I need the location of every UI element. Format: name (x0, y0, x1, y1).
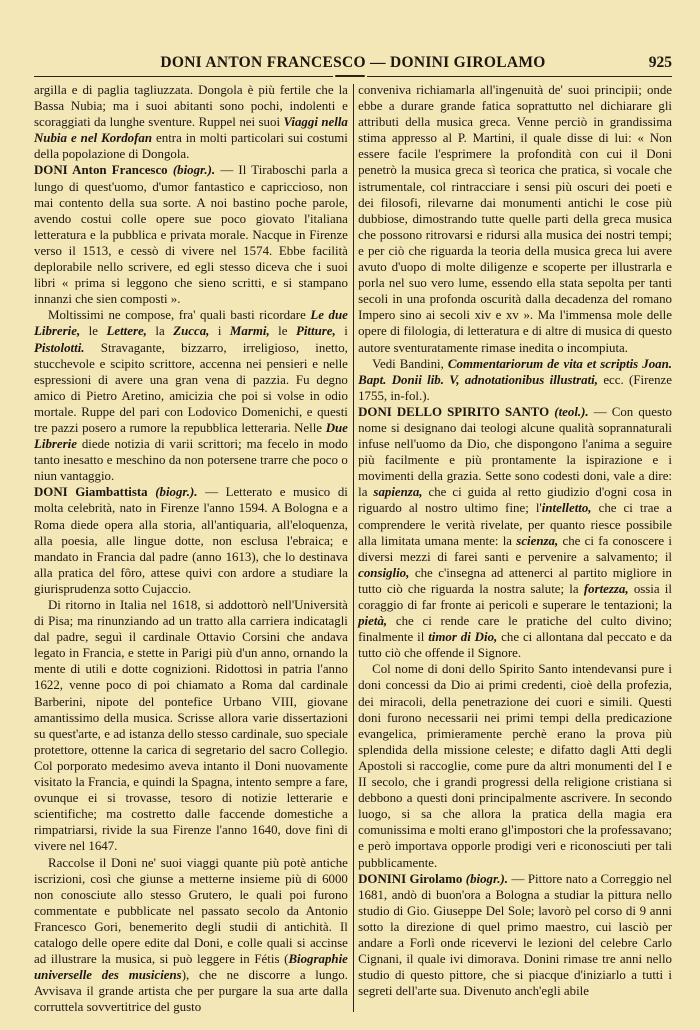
entry-headword: DONI Anton Francesco (34, 163, 168, 178)
gift-term: scienza, (516, 533, 559, 548)
text: Vedi Bandini, (372, 356, 444, 371)
text: che ci allontana dal peccato e da tutto ciò che offende il Signore. (358, 630, 672, 661)
entry-doni-spirito-santo (358, 404, 672, 662)
work-title: Commentariorum de vita et scriptis Joan. Bapt. Donii lib. V, adnotationibus illustrati, (358, 356, 672, 387)
text: i (344, 324, 348, 339)
entry-tag: (teol.). (554, 404, 589, 419)
text: che c'insegna ad attenerci al partito migliore in tutto ciò che riguarda la nostra salute; la (358, 565, 672, 596)
gift-term: timor di Dio, (428, 630, 498, 645)
work-title: Pistolotti. (34, 340, 85, 355)
entry-donini-girolamo (358, 871, 672, 1000)
work-title: Pitture, (295, 324, 336, 339)
text-columns (34, 82, 672, 1016)
gift-term: consiglio, (358, 565, 410, 580)
text: ossia il coraggio di far fronte ai pericoli e superare le tentazioni; la (358, 581, 672, 612)
text: le (88, 324, 98, 339)
right-column (358, 82, 672, 1016)
text: — Il Tiraboschi parla a lungo di quest'uomo, d'umor fantastico e capriccioso, non mai contento della sua sorte. A noi bastino poche parole, avendo costui colle opere sue poco giovato l'italiana letteratura e la pubblica e privata morale. Nacque in Firenze verso il 1513, e cessò di vivere nel 1574. Ebbe facilità deplorabile nello scrivere, ed egli stesso diceva che i suoi libri « prima si leggono che sieno scritti, e si stampano innanzi che sien composti ». (34, 163, 348, 307)
text: che ci trae a comprendere le verità rivelate, per quanto riesce possibile alla limitata umana mente: la (358, 501, 672, 548)
text: ecc. (Firenze 1755, in-fol.). (358, 372, 672, 403)
text: — Con questo nome si designano dai teologi alcune qualità soprannaturali infuse nell'uomo da Dio, che dispongono l'anima a seguire più facilmente e più prontamente la ispirazione e i movimenti della grazia. Sette sono codesti doni, vale a dire: la (358, 404, 672, 500)
text: che ci fa conoscere i diversi mezzi di farei santi e pervenire a salvamento; il (358, 533, 672, 564)
entry-tag: (biogr.). (465, 871, 509, 886)
entry-headword: DONI DELLO SPIRITO SANTO (358, 404, 550, 419)
gift-term: sapienza, (373, 485, 423, 500)
text: le (278, 324, 288, 339)
text: Col nome di doni dello Spirito Santo intendevansi pure i doni concessi da Dio ai primi credenti, cioè della profezia, dei miracoli, della penetrazione dei cuori e simili. Questi doni furono necessarii nei primi tempi della predicazione evangelica, primieramente perchè erano la prova più splendida della missione celeste; e difatto dagli Atti degli Apostoli si raccoglie, come pure da altri monumenti del I e II secolo, che i grandi progressi della religione cristiana si debbono a questi doni principalmente ascrivere. In secondo luogo, si sa che allora la pratica della magia era comunissima e molti erano gl'impostori che la professavano; e però importava opporle prodigi veri e riconosciuti per tali pubblicamente. (358, 662, 672, 870)
text: che ci guida al retto giudizio d'ogni cosa in riguardo al nostro ultimo fine; l' (358, 485, 673, 516)
paragraph-reference (358, 356, 672, 404)
text: diede notizia di varii scrittori; ma fecelo in modo tanto inesatto e meschino da non potersene trarre che poco o niun vantaggio. (34, 437, 348, 484)
paragraph-early-gifts (358, 661, 672, 870)
text: — Letterato e musico di molta celebrità, nato in Firenze l'anno 1594. A Bologna e a Roma diede opera alla storia, all'antiquaria, all'eloquenza, alla poesia, alle lingue dotte, non esclusa l'ebraica; e mandato in Francia dal padre (anno 1613), che lo destinava alla pratica del fôro, attese quivi con ardore a studiare la giurisprudenza sotto Cujaccio. (34, 485, 348, 596)
entry-headword: DONI Giambattista (34, 485, 148, 500)
paragraph-dongola (34, 82, 348, 162)
work-title: Le due Librerie, (34, 308, 348, 339)
work-title: Viaggi nella Nubia e nel Kordofan (34, 115, 348, 146)
gift-term: fortezza, (583, 581, 629, 596)
gift-term: intelletto, (541, 501, 592, 516)
rule-ornament (333, 72, 367, 80)
work-title: Due Librerie (34, 420, 348, 452)
page-number: 925 (648, 54, 672, 71)
running-head: DONI ANTON FRANCESCO — DONINI GIROLAMO (160, 54, 546, 71)
text: argilla e di paglia tagliuzzata. Dongola è più fertile che la Bassa Nubia; ma i suoi abitanti sono pochi, indolenti e scoraggiati da lunghe sventure. Ruppel nei suoi (34, 83, 348, 130)
entry-tag: (biogr.). (172, 163, 216, 178)
text: i (217, 324, 222, 339)
paragraph-return-italy (34, 597, 348, 855)
work-title: Lettere, (106, 324, 147, 339)
text: Moltissimi ne compose, fra' quali basti ricordare (48, 308, 306, 323)
column-divider (353, 84, 354, 1012)
paragraph-works (34, 307, 348, 484)
text: Stravagante, bizzarro, irreligioso, inetto, stucchevole e scipito scrittore, accenna nei pensieri e nelle espressioni di avere una gran vena di pazzia. Fu degno amico di Pietro Aretino, amicizia che poi si volse in odio mortale. Ruppe del pari con Lodovico Domenichi, e questi tre pazzi posero a rumore la repubblica letteraria. Nelle (34, 340, 348, 435)
entry-doni-anton-francesco (34, 162, 348, 307)
work-title: Marmi, (229, 324, 270, 339)
gift-term: pietà, (358, 614, 388, 629)
left-column (34, 82, 348, 1016)
text: Raccolse il Doni ne' suoi viaggi quante più potè antiche iscrizioni, così che giunse a metterne insieme più di 6000 non conosciute allo stesso Grutero, le quali poi furono commentate e pubblicate nel passato secolo da Antonio Francesco Gori, benemerito degli studii di antichità. Il catalogo delle opere edite dal Doni, e colle quali si accinse ad illustrare la musica, si può leggere in Fétis ( (34, 855, 348, 967)
text: ), che ne discorre a lungo. Avvisava il grande artista che per purgare la sua arte dalla corruttela sovvertitrice del gusto (34, 968, 348, 1015)
entry-headword: DONINI Girolamo (358, 871, 463, 886)
paragraph-greek-music (358, 82, 672, 356)
work-title: Biographie universelle des musiciens (34, 952, 348, 983)
entry-tag: (biogr.). (155, 485, 198, 500)
entry-doni-giambattista (34, 484, 348, 597)
text: Di ritorno in Italia nel 1618, si addottorò nell'Università di Pisa; ma rinunziando ad un tratto alla carriera indicatagli dal padre, seguì il cardinale Ottavio Corsini che andava legato in Francia, e stette in Parigi più d'un anno, ornando la mente di utili e dotte cognizioni. Ridottosi in patria l'anno 1622, venne poco di poi chiamato a Roma dal cardinale Barberini, nipote del pontefice Urbano VIII, giovane amantissimo della musica. Scrisse allora varie dissertazioni su quest'arte, e ad istanza dello stesso cardinale, suo speciale protettore, ottenne la carica di segretario del sacro Collegio. Col porporato medesimo aveva intanto il Doni nuovamente visitato la Francia, e quindi la Spagna, intento sempre a fare, ovunque ei si trovasse, tesoro di notizie letterarie e scientifiche; ma costretto dalle faccende domestiche a rimpatriarsi, rivide la sua Firenze l'anno 1640, dove finì di vivere nel 1647. (34, 598, 348, 854)
text: la (155, 324, 165, 339)
text: — Pittore nato a Correggio nel 1681, andò di buon'ora a Bologna a studiar la pittura nello studio di Gio. Giuseppe Del Sole; lavorò pel corso di 9 anni sotto la direzione di quel primo maestro, cui lasciò per andare a Forlì onde ricevervi le lezioni del celebre Carlo Cignani, il quale ivi dimorava. Donini rimase tre anni nello studio di questo pittore, che si piacque d'iniziarlo a tutti i segreti dell'arte sua. Divenuto anch'egli abile (358, 871, 672, 999)
paragraph-inscriptions (34, 855, 348, 1016)
text: conveniva richiamarla all'ingenuità de' suoi principii; onde ebbe a durare grande fatica soprattutto nel dichiarare gli attributi della musica greca. Venne perciò in grandissima stima appresso al P. Martini, il quale disse di lui: « Non essere facile l'esprimere la profondità con cui il Doni penetrò la musica greca sì teorica che pratica, sì vocale che istrumentale, col rintracciare i sensi più oscuri dei poeti e dei filosofi, rilevarne dai monumenti antichi le cose più dubbiose, dimostrando tutte quelle parti della greca musica che possono ritrovarsi e ridursi alla musica dei nostri tempi; e per ciò che riguarda la teoria della musica greca lui avere avuto d'uopo di molte diligenze e scoperte per illustrarla e porla nel suo vero lume, essendo ella stata sepolta per tanti secoli in una profonda oscurità dalla decadenza del romano Impero sino ai secoli xiv e xv ». Ma l'immensa mole delle opere di filologia, di letteratura e di altre di musica di questo autore sventuratamente rimase inedita o incompiuta. (358, 83, 672, 355)
text: entra in molti particolari sui costumi della popolazione di Dongola. (34, 131, 348, 162)
text: che ci rende care le pratiche del culto divino; finalmente il (358, 614, 672, 645)
work-title: Zucca, (173, 324, 210, 339)
